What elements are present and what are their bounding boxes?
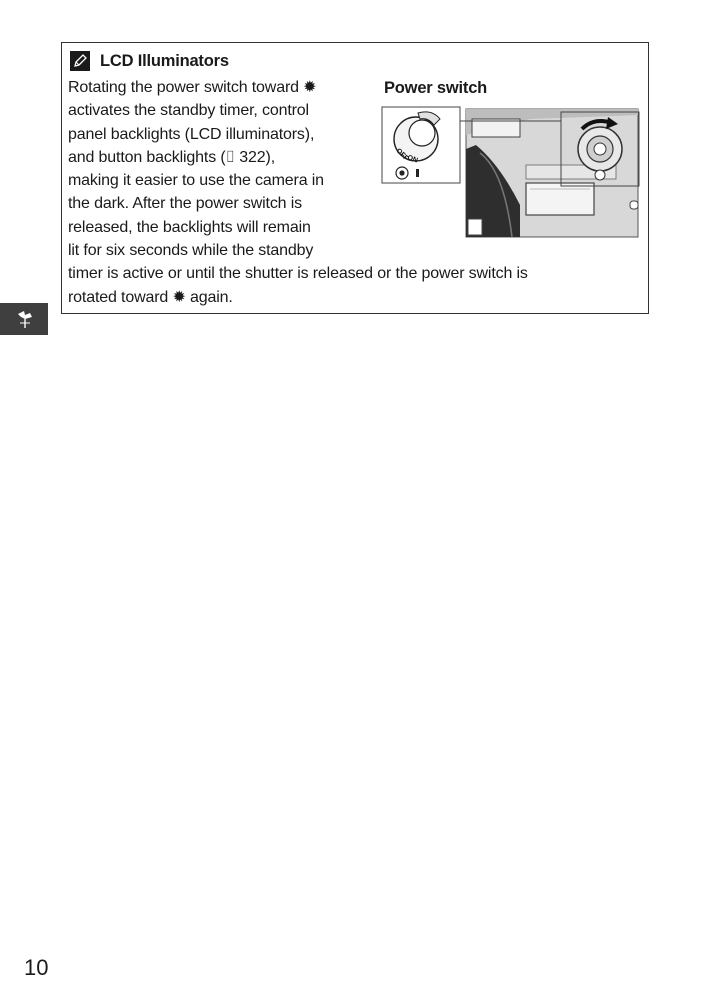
switch-off-label: OFF <box>394 147 410 163</box>
note-box <box>61 42 649 314</box>
note-line: timer is active or until the shutter is released or the power switch is <box>68 265 528 283</box>
switch-on-label: ON <box>406 154 419 165</box>
note-header <box>70 51 229 71</box>
pencil-icon <box>70 51 90 71</box>
note-line: released, the backlights will remain <box>68 218 311 236</box>
note-line: making it easier to use the camera in <box>68 172 324 190</box>
note-line: Rotating the power switch toward ✹ <box>68 79 317 96</box>
figure-label: Power switch <box>384 79 488 97</box>
power-switch-figure <box>380 79 642 239</box>
note-line: activates the standby timer, control <box>68 102 309 120</box>
chapter-tab <box>0 303 48 335</box>
note-line: rotated toward ✹ again. <box>68 288 233 306</box>
page-number: 10 <box>24 955 49 980</box>
note-line: the dark. After the power switch is <box>68 195 302 213</box>
camera-illustration <box>380 105 642 239</box>
weathervane-icon <box>14 308 36 330</box>
note-title: LCD Illuminators <box>100 51 229 70</box>
note-line: lit for six seconds while the standby <box>68 242 314 260</box>
note-line: and button backlights (⌷ 322), <box>68 148 276 166</box>
note-line: panel backlights (LCD illuminators), <box>68 125 315 143</box>
